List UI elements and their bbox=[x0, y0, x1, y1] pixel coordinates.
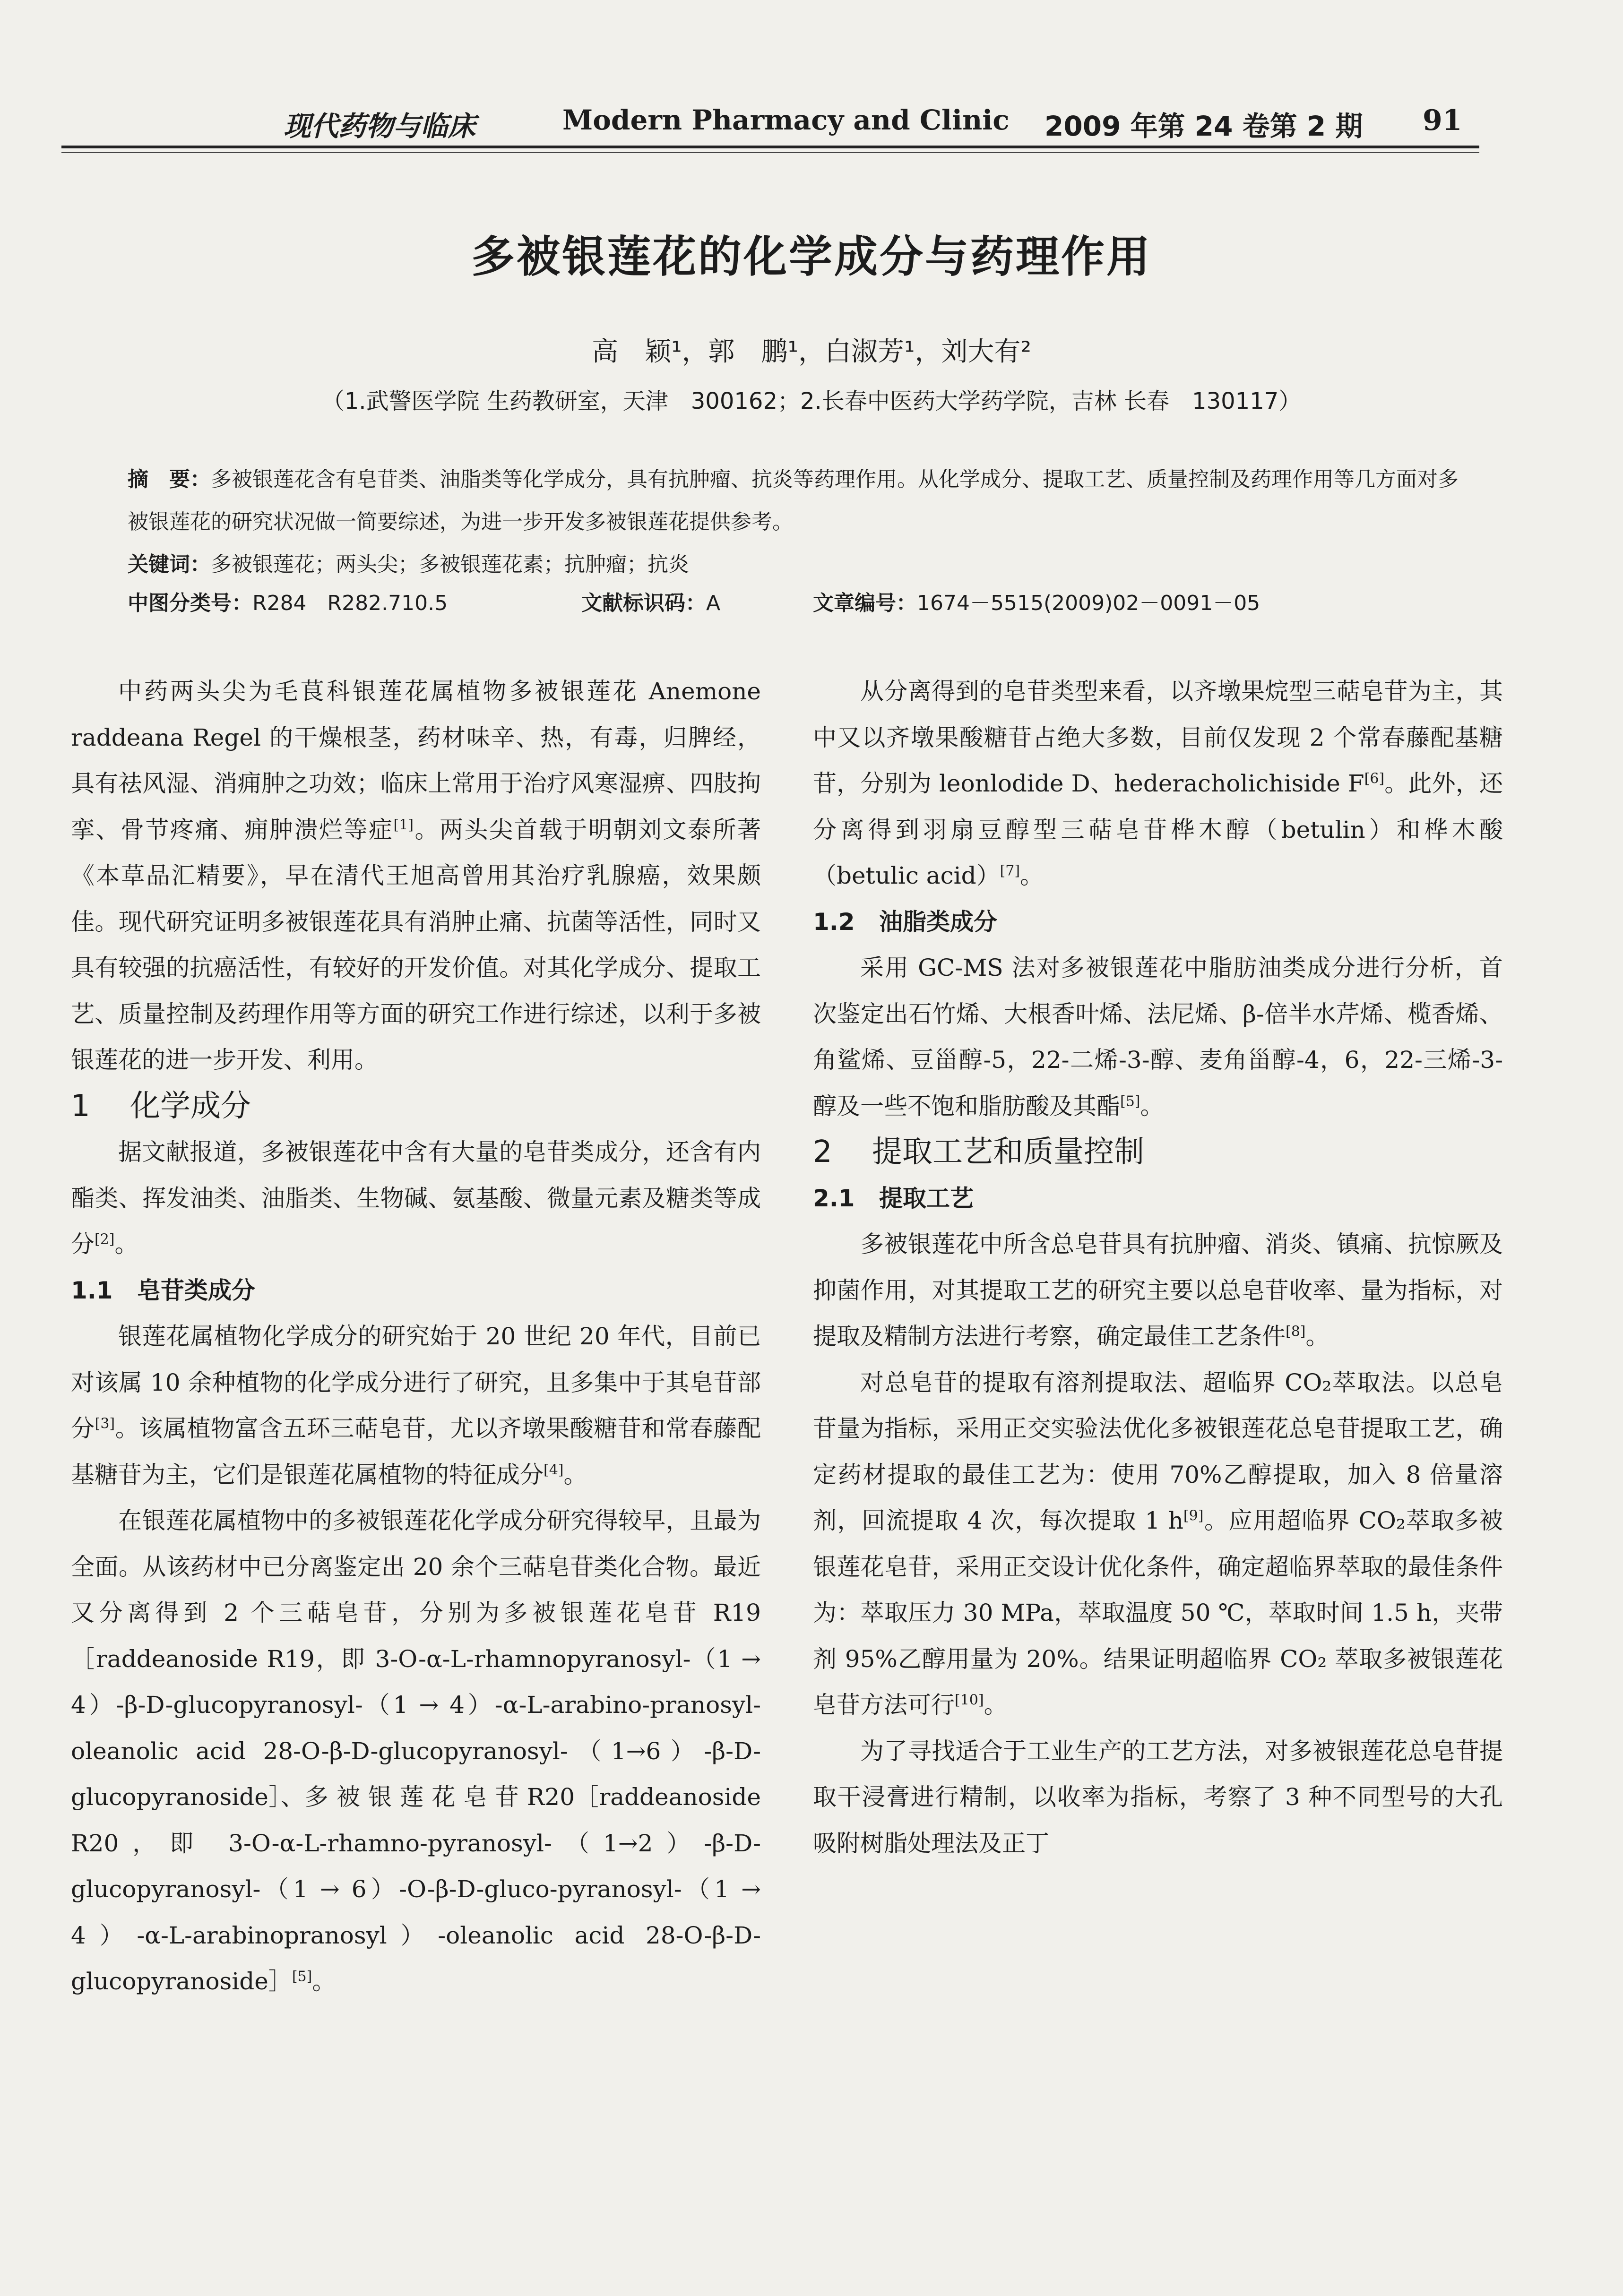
section-number: 2.1 bbox=[813, 1184, 855, 1212]
citation: [6] bbox=[1364, 770, 1385, 787]
journal-name-cn: 现代药物与临床 bbox=[284, 110, 476, 142]
article-no-label: 文章编号： bbox=[813, 591, 917, 615]
section-1-1-paragraph-2: 在银莲花属植物中的多被银莲花化学成分研究得较早，且最为全面。从该药材中已分离鉴定出 20 余个三萜皂苷类化合物。最近又分离得到 2 个三萜皂苷，分别为多被银莲花皂苷 R19［raddeanoside R19，即 3-O-α-L-rhamnopyranosyl-（1 → 4）-β-D-glucopyranosyl-（1 → 4）-α-L-arabino-pranosyl-oleanolic acid 28-O-β-D-glucopyranosyl-（1→6）-β-D-glucopyranoside］、多 被 银 莲 花 皂 苷 R20［raddeanoside R20，即 3-O-α-L-rhamno-pyranosyl-（1→2）-β-D-glucopyranosyl-（1 → 6）-O-β-D-gluco-pyranosyl-（1 → 4）-α-L-arabinopranosyl）-oleanolic acid 28-O-β-D-glucopyranoside］[5]。 bbox=[71, 1507, 761, 1995]
section-1-2-heading bbox=[813, 899, 1503, 946]
document-code bbox=[581, 586, 720, 616]
section-2-heading bbox=[813, 1129, 1503, 1176]
abstract-label: 摘 要： bbox=[128, 467, 211, 491]
citation: [4] bbox=[544, 1461, 564, 1478]
section-1-1-paragraph-1: 银莲花属植物化学成分的研究始于 20 世纪 20 年代，目前已对该属 10 余种植物的化学成分进行了研究，且多集中于其皂苷部分[3]。该属植物富含五环三萜皂苷，尤以齐墩果酸糖苷和常春藤配基糖苷为主，它们是银莲花属植物的特征成分[4]。 bbox=[71, 1323, 761, 1488]
section-number: 1.2 bbox=[813, 908, 855, 936]
keywords bbox=[128, 543, 1475, 586]
affiliation: （1.武警医学院 生药教研室，天津 300162；2.长春中医药大学药学院，吉林 长春 130117） bbox=[321, 388, 1302, 414]
clc-number bbox=[128, 586, 448, 616]
clc-label: 中图分类号： bbox=[128, 591, 252, 615]
citation: [9] bbox=[1183, 1507, 1204, 1524]
section-1-2-paragraph: 采用 GC-MS 法对多被银莲花中脂肪油类成分进行分析，首次鉴定出石竹烯、大根香叶烯、法尼烯、β-倍半水芹烯、榄香烯、角鲨烯、豆甾醇-5，22-二烯-3-醇、麦角甾醇-4，6，22-三烯-3-醇及一些不饱和脂肪酸及其酯[5]。 bbox=[813, 954, 1503, 1120]
issue-info: 2009 年第 24 卷第 2 期 bbox=[1045, 110, 1363, 142]
clc-value: R284 R282.710.5 bbox=[252, 591, 448, 615]
section-1-1-heading bbox=[71, 1268, 761, 1314]
keywords-label: 关键词： bbox=[128, 552, 211, 576]
section-title: 提取工艺和质量控制 bbox=[872, 1135, 1144, 1169]
section-number: 1 bbox=[71, 1088, 90, 1124]
citation: [7] bbox=[1000, 862, 1020, 879]
abstract-text: 多被银莲花含有皂苷类、油脂类等化学成分，具有抗肿瘤、抗炎等药理作用。从化学成分、提取工艺、质量控制及药理作用等几方面对多被银莲花的研究状况做一简要综述，为进一步开发多被银莲花提供参考。 bbox=[128, 467, 1459, 534]
section-1-heading bbox=[71, 1084, 761, 1130]
section-number: 1.1 bbox=[71, 1276, 113, 1304]
citation: [3] bbox=[95, 1415, 115, 1432]
authors: 高 颖¹，郭 鹏¹，白淑芳¹，刘大有² bbox=[592, 336, 1031, 367]
keywords-text: 多被银莲花；两头尖；多被银莲花素；抗肿瘤；抗炎 bbox=[211, 552, 689, 576]
citation: [8] bbox=[1286, 1323, 1306, 1340]
doc-code-value: A bbox=[706, 591, 721, 615]
section-title: 化学成分 bbox=[130, 1088, 251, 1124]
running-header bbox=[61, 99, 1479, 144]
citation: [5] bbox=[1120, 1092, 1140, 1109]
section-number: 2 bbox=[813, 1135, 832, 1169]
left-column bbox=[71, 669, 761, 2005]
intro-paragraph: 中药两头尖为毛茛科银莲花属植物多被银莲花 Anemone raddeana Regel 的干燥根茎，药材味辛、热，有毒，归脾经，具有祛风湿、消痈肿之功效；临床上常用于治疗风寒湿痹、四肢拘挛、骨节疼痛、痈肿溃烂等症[1]。两头尖首载于明朝刘文泰所著《本草品汇精要》，早在清代王旭高曾用其治疗乳腺癌，效果颇佳。现代研究证明多被银莲花具有消肿止痛、抗菌等活性，同时又具有较强的抗癌活性，有较好的开发价值。对其化学成分、提取工艺、质量控制及药理作用等方面的研究工作进行综述，以利于多被银莲花的进一步开发、利用。 bbox=[71, 678, 761, 1074]
section-2-1-paragraph-3: 为了寻找适合于工业生产的工艺方法，对多被银莲花总皂苷提取干浸膏进行精制，以收率为指标，考察了 3 种不同型号的大孔吸附树脂处理法及正丁 bbox=[813, 1737, 1503, 1857]
doc-code-label: 文献标识码： bbox=[581, 591, 706, 615]
section-title: 提取工艺 bbox=[879, 1184, 974, 1212]
citation: [1] bbox=[393, 816, 414, 833]
journal-name-en: Modern Pharmacy and Clinic bbox=[562, 104, 1010, 136]
page-number: 91 bbox=[1423, 104, 1462, 137]
header-rule-thin bbox=[61, 152, 1479, 153]
citation: [2] bbox=[95, 1231, 115, 1248]
article-number bbox=[813, 586, 1260, 616]
citation: [5] bbox=[292, 1968, 312, 1985]
section-title: 油脂类成分 bbox=[879, 908, 997, 936]
section-2-1-heading bbox=[813, 1176, 1503, 1222]
section-1-paragraph: 据文献报道，多被银莲花中含有大量的皂苷类成分，还含有内酯类、挥发油类、油脂类、生物碱、氨基酸、微量元素及糖类等成分[2]。 bbox=[71, 1138, 761, 1258]
section-1-1-paragraph-3: 从分离得到的皂苷类型来看，以齐墩果烷型三萜皂苷为主，其中又以齐墩果酸糖苷占绝大多数，目前仅发现 2 个常春藤配基糖苷，分别为 leonlodide D、hederacholichiside F[6]。此外，还分离得到羽扇豆醇型三萜皂苷桦木醇（betulin）和桦木酸（betulic acid）[7]。 bbox=[813, 678, 1503, 889]
abstract bbox=[128, 458, 1475, 543]
section-2-1-paragraph-1: 多被银莲花中所含总皂苷具有抗肿瘤、消炎、镇痛、抗惊厥及抑菌作用，对其提取工艺的研究主要以总皂苷收率、量为指标，对提取及精制方法进行考察，确定最佳工艺条件[8]。 bbox=[813, 1230, 1503, 1350]
article-title: 多被银莲花的化学成分与药理作用 bbox=[471, 232, 1152, 282]
citation: [10] bbox=[955, 1692, 984, 1709]
header-rule bbox=[61, 146, 1479, 148]
section-2-1-paragraph-2: 对总皂苷的提取有溶剂提取法、超临界 CO₂萃取法。以总皂苷量为指标，采用正交实验法优化多被银莲花总皂苷提取工艺，确定药材提取的最佳工艺为：使用 70%乙醇提取，加入 8 倍量溶剂，回流提取 4 次，每次提取 1 h[9]。应用超临界 CO₂萃取多被银莲花皂苷，采用正交设计优化条件，确定超临界萃取的最佳条件为：萃取压力 30 MPa，萃取温度 50 ℃，萃取时间 1.5 h，夹带剂 95%乙醇用量为 20%。结果证明超临界 CO₂ 萃取多被银莲花皂苷方法可行[10]。 bbox=[813, 1368, 1503, 1719]
article-no-value: 1674－5515(2009)02－0091－05 bbox=[917, 591, 1260, 615]
right-column bbox=[813, 669, 1503, 1866]
section-title: 皂苷类成分 bbox=[137, 1276, 255, 1304]
